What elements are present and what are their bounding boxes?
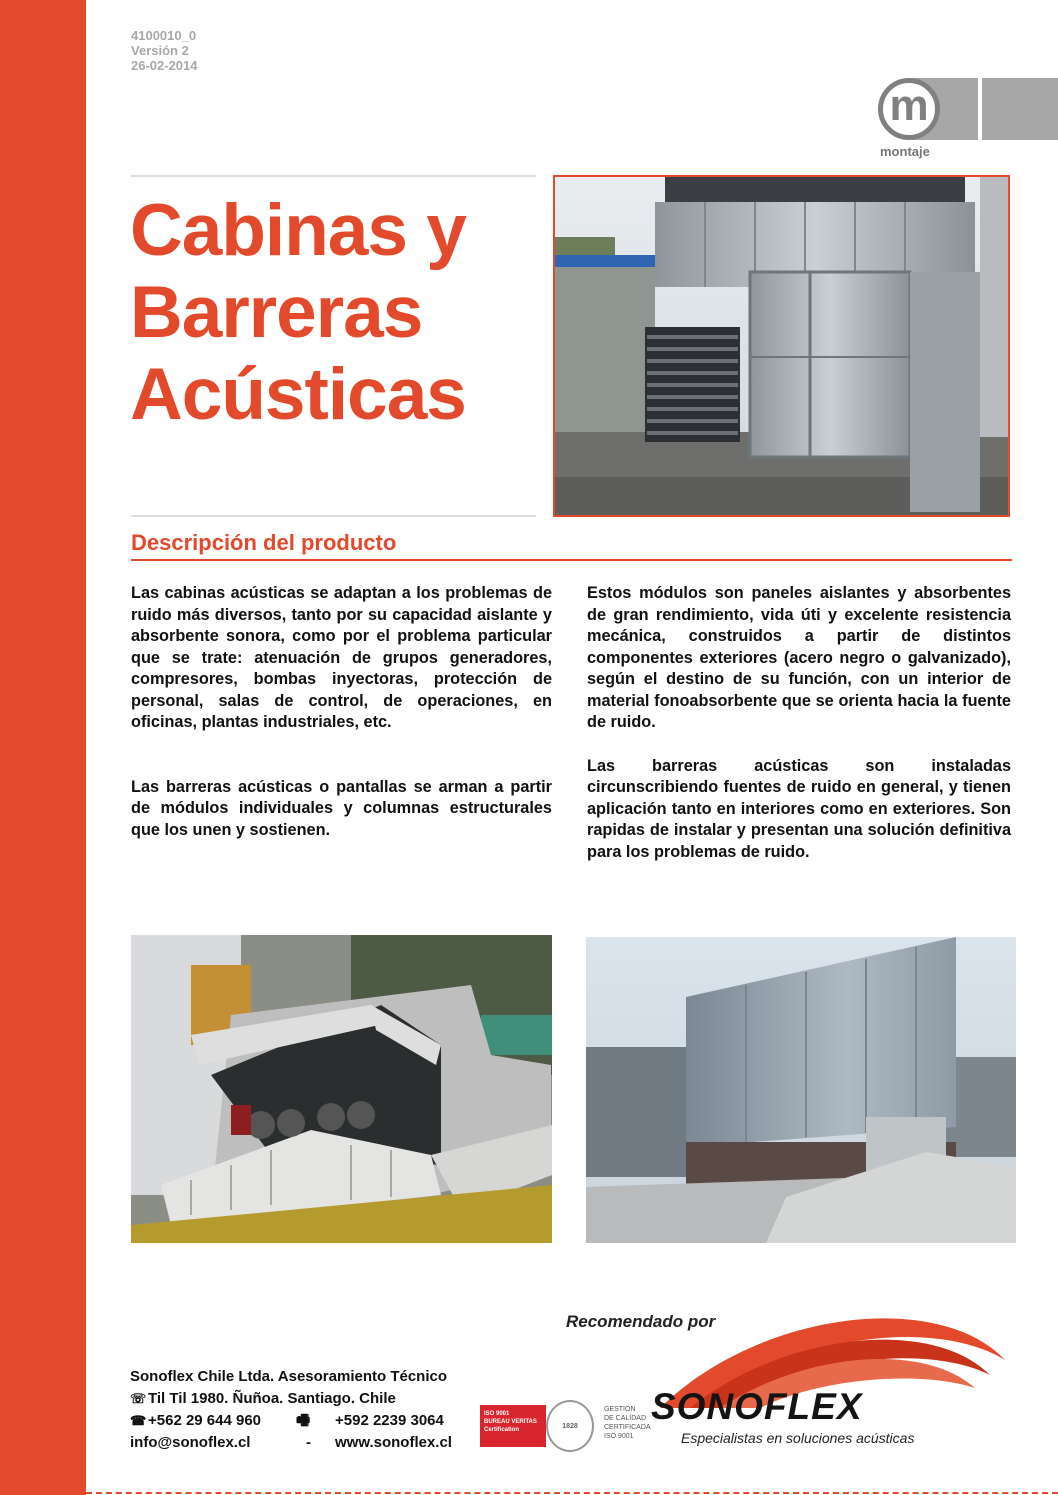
title-line: Barreras	[130, 272, 423, 353]
brand-name: SONOFLEX	[651, 1386, 863, 1427]
bottom-dashed-border	[86, 1492, 1058, 1494]
paragraph: Las cabinas acústicas se adaptan a los problemas de ruido más diversos, tanto por su capacidad aislante y absorbente sonora, como por el problema particular que se trate: atenuación de grupos generadores, compresores, bombas inyectoras, protección de personal, salas de control, de operaciones, en oficinas, plantas industriales, etc.	[131, 584, 552, 731]
acoustic-cabin-photo	[553, 175, 1010, 517]
fax-icon: 🖷	[296, 1412, 311, 1429]
sidebar-accent-bar	[0, 0, 86, 1495]
logo-circle: m	[878, 78, 940, 140]
iso-certification-badge: ISO 9001 BUREAU VERITAS Certification	[480, 1405, 546, 1447]
web-line	[130, 1432, 452, 1454]
certification-text: GESTION DE CALIDAD CERTIFICADA ISO 9001	[604, 1406, 651, 1440]
title-line: Acústicas	[130, 354, 466, 435]
phone-line: ☎ +562 29 644 960 🖷 +592 2239 3064	[130, 1410, 447, 1432]
separator: -	[306, 1434, 311, 1451]
email-link[interactable]: info@sonoflex.cl	[130, 1434, 251, 1451]
recommended-label: Recomendado por	[566, 1312, 716, 1331]
doc-code: 4100010_0	[131, 28, 197, 43]
logo-label: montaje	[880, 144, 930, 159]
montaje-logo	[874, 78, 1058, 160]
telephone-icon: ☎	[130, 1413, 147, 1428]
section-heading: Descripción del producto	[131, 530, 397, 555]
address-line: ☏ Til Til 1980. Ñuñoa. Santiago. Chile	[130, 1388, 447, 1410]
page-title	[130, 190, 540, 436]
fax-number: +592 2239 3064	[335, 1412, 444, 1429]
body-column-right	[587, 583, 1011, 863]
doc-version: Versión 2	[131, 43, 189, 58]
outdoor-acoustic-wall-photo	[586, 937, 1016, 1243]
rooftop-barrier-photo	[131, 935, 552, 1243]
title-line: Cabinas y	[130, 190, 466, 271]
paragraph: Las barreras acústicas son instaladas circunscribiendo fuentes de ruido en general, y tienen aplicación tanto en interiores como en exteriores. Son rapidas de instalar y presentan una solución definitiva para los problemas de ruido.	[587, 756, 1011, 861]
document-meta	[131, 28, 198, 73]
contact-block	[130, 1366, 452, 1454]
phone-handset-icon: ☏	[130, 1391, 147, 1406]
section-rule	[131, 559, 1012, 561]
title-top-rule	[131, 175, 536, 177]
body-column-left	[131, 583, 552, 841]
paragraph: Estos módulos son paneles aislantes y absorbentes de gran rendimiento, vida úti y excelente resistencia mecánica, construidos a partir de distintos componentes exteriores (acero negro o galvanizado), según el destino de su función, con un interior de material fonoabsorbente que se orienta hacia la fuente de ruido.	[587, 584, 1011, 731]
company-line: Sonoflex Chile Ltda. Asesoramiento Técnico	[130, 1368, 448, 1385]
bureau-veritas-seal-icon: 1828	[546, 1400, 594, 1452]
title-bottom-rule	[131, 515, 536, 517]
website-link[interactable]: www.sonoflex.cl	[335, 1434, 452, 1451]
paragraph: Las barreras acústicas o pantallas se arman a partir de módulos individuales y columnas estructurales que los unen y sostienen.	[131, 777, 552, 839]
doc-date: 26-02-2014	[131, 58, 198, 73]
brand-tagline: Especialistas en soluciones acústicas	[681, 1430, 915, 1446]
